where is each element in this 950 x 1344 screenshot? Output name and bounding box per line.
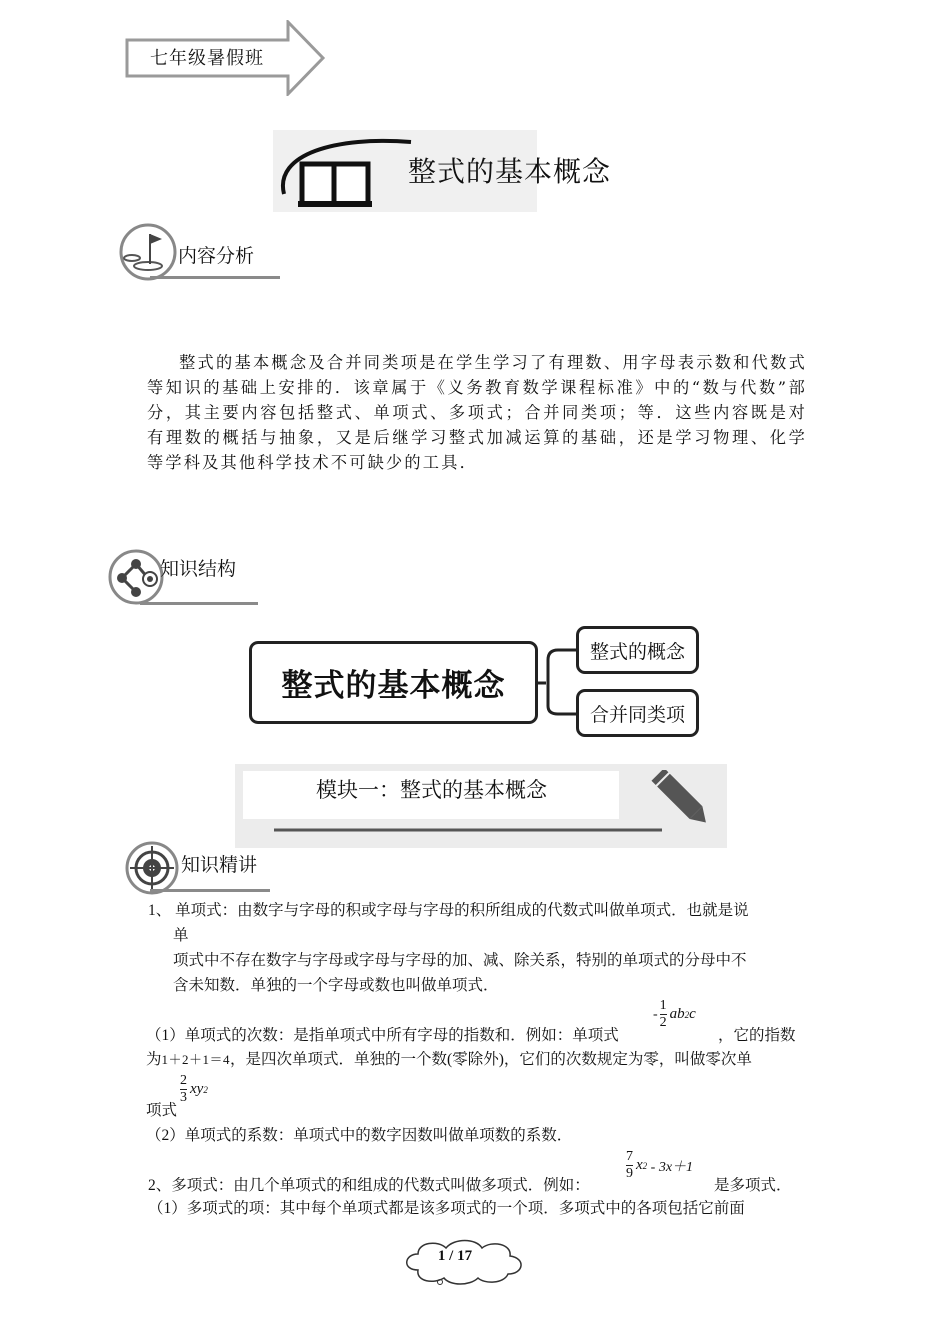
math-expression: $\frac{7}{9}$ x 2 - 3x＋1 xyxy=(626,1149,694,1181)
target-flag-icon xyxy=(118,222,180,282)
mindmap-connector xyxy=(536,640,580,724)
section-underline xyxy=(140,602,258,605)
section-content-analysis: 内容分析 xyxy=(178,245,255,267)
text-line: 1、 单项式：由数字与字母的积或字母与字母的积所组成的代数式叫做单项式．也就是说 xyxy=(148,902,749,919)
mindmap-node: 合并同类项 xyxy=(576,689,699,737)
text-line: 项式 xyxy=(146,1102,178,1119)
intro-paragraph: 整式的基本概念及合并同类项是在学生学习了有理数、用字母表示数和代数式等知识的基础上安排的．该章属于《义务教育数学课程标准》中的“数与代数”部分，其主要内容包括整式、单项式、多项式；合并同类项；等．这些内容既是对有理数的概括与抽象，又是后继学习整式加减运算的基础，还是学习物理、化学等学科及其他科学技术不可缺少的工具． xyxy=(147,353,807,472)
grade-label: 七年级暑假班 xyxy=(150,48,264,69)
text-line: 2、多项式：由几个单项式的和组成的代数式叫做多项式．例如： xyxy=(148,1177,590,1194)
section-underline xyxy=(150,276,280,279)
text-line: （1）单项式的次数：是指单项式中所有字母的指数和．例如：单项式 xyxy=(146,1027,619,1044)
text-line: （1）多项式的项：其中每个单项式都是该多项式的一个项．多项式中的各项包括它前面 xyxy=(148,1200,745,1217)
section-underline xyxy=(150,889,270,892)
math-expression: $\frac{2}{3}$ xy 2 xyxy=(180,1073,208,1105)
text-line: （2）单项式的系数：单项式中的数字因数叫做单项数的系数． xyxy=(146,1127,573,1144)
page-title: 整式的基本概念 xyxy=(408,155,612,188)
text-line: 为1＋2＋1＝4，是四次单项式．单独的一个数(零除外)，它们的次数规定为零，叫做零次单 xyxy=(146,1051,752,1068)
section-knowledge-structure: 知识结构 xyxy=(160,558,237,580)
page-number: 1 / 17 xyxy=(437,1248,473,1264)
mindmap-root: 整式的基本概念 xyxy=(249,641,538,724)
network-icon xyxy=(108,548,168,606)
text-line: 单 xyxy=(173,927,189,944)
text-line: ，它的指数 xyxy=(718,1027,796,1044)
book-icon xyxy=(276,134,416,212)
text-line: 含未知数．单独的一个字母或数也叫做单项式． xyxy=(173,977,499,994)
mindmap-node: 整式的概念 xyxy=(576,626,699,674)
module-title: 模块一：整式的基本概念 xyxy=(316,778,547,802)
section-knowledge-explain: 知识精讲 xyxy=(181,854,258,876)
math-expression: - $\frac{1}{2}$ ab 2 c xyxy=(653,998,696,1030)
bullseye-icon xyxy=(124,840,182,896)
text-line: 项式中不存在数字与字母或字母与字母的加、减、除关系，特别的单项式的分母中不 xyxy=(173,952,747,969)
text-line: 是多项式． xyxy=(714,1177,792,1194)
pencil-icon xyxy=(272,770,720,836)
